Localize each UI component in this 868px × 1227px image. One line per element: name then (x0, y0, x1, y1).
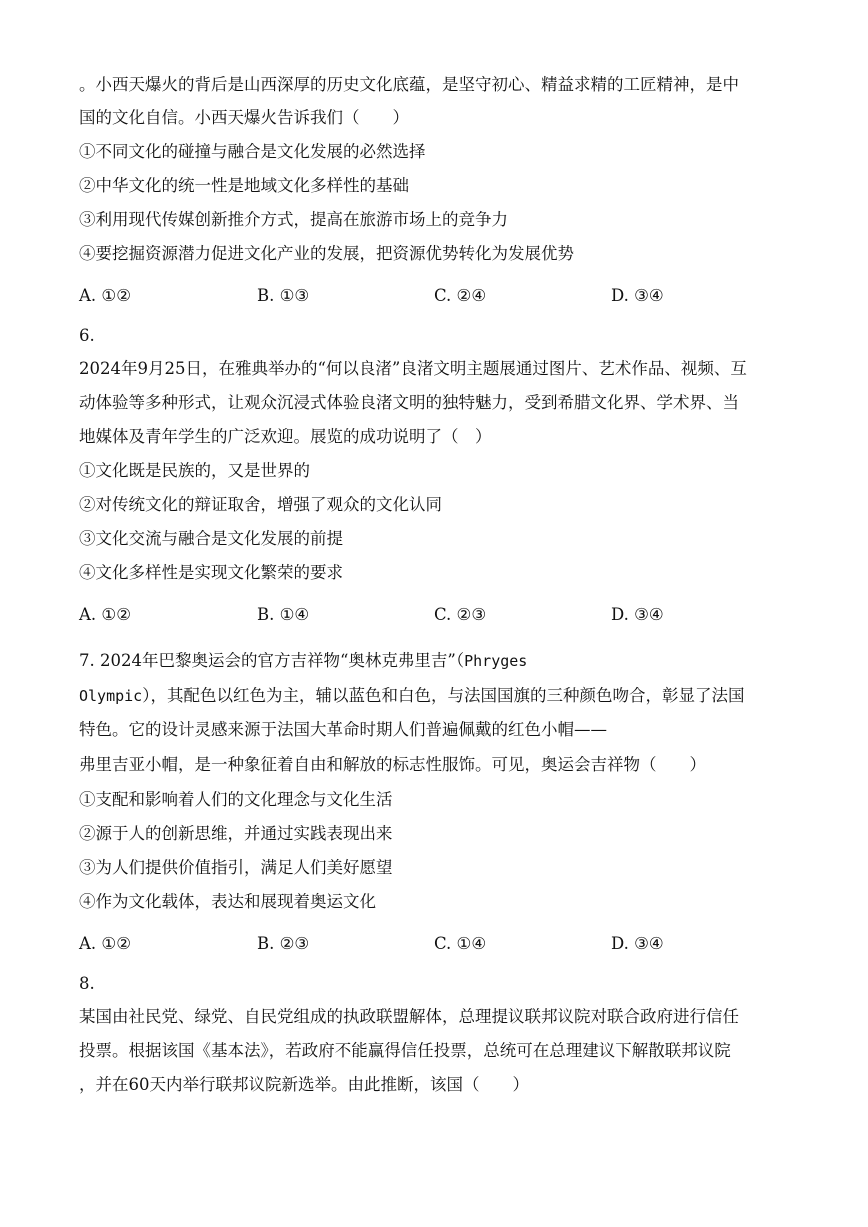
q5-option-d[interactable]: D. ③④ (611, 286, 664, 305)
q6-stem-line-3: 地媒体及青年学生的广泛欢迎。展览的成功说明了（ ） (79, 427, 492, 446)
q6-option-b[interactable]: B. ①④ (257, 605, 310, 624)
q5-statement-2: ②中华文化的统一性是地域文化多样性的基础 (79, 176, 409, 195)
q5-options (79, 285, 799, 307)
q5-option-a[interactable]: A. ①② (79, 286, 131, 305)
q8-stem-line-3: ，并在60天内举行联邦议院新选举。由此推断，该国（ ） (79, 1075, 529, 1094)
q7-statement-4: ④作为文化载体，表达和展现着奥运文化 (79, 892, 376, 911)
q6-statement-2: ②对传统文化的辩证取舍，增强了观众的文化认同 (79, 495, 442, 514)
q7-stem-line-2 (79, 685, 799, 707)
q7-stem-line-1-text: 7. 2024年巴黎奥运会的官方吉祥物“奥林克弗里吉”（ (79, 651, 465, 670)
q6-option-c[interactable]: C. ②③ (434, 605, 487, 624)
q5-option-c[interactable]: C. ②④ (434, 286, 487, 305)
q7-statement-1: ①支配和影响着人们的文化理念与文化生活 (79, 790, 393, 809)
q5-statement-4: ④要挖掘资源潜力促进文化产业的发展，把资源优势转化为发展优势 (79, 244, 574, 263)
q7-statement-2: ②源于人的创新思维，并通过实践表现出来 (79, 824, 393, 843)
q5-statement-3: ③利用现代传媒创新推介方式，提高在旅游市场上的竞争力 (79, 210, 508, 229)
q8-number: 8. (79, 974, 95, 993)
q7-stem-line-2-text: ），其配色以红色为主，辅以蓝色和白色，与法国国旗的三种颜色吻合，彰显了法国 (142, 686, 745, 705)
q5-stem-line-1: 。小西天爆火的背后是山西深厚的历史文化底蕴，是坚守初心、精益求精的工匠精神，是中 (79, 75, 739, 94)
q5-stem-line-2: 国的文化自信。小西天爆火告诉我们（ ） (79, 108, 409, 127)
q6-options (79, 604, 799, 626)
q7-stem-line-3: 特色。它的设计灵感来源于法国大革命时期人们普遍佩戴的红色小帽—— (79, 720, 607, 739)
q7-options (79, 933, 799, 955)
q7-mascot-name-en-2: Olympic (79, 687, 143, 705)
q7-mascot-name-en-1: Phryges (464, 652, 528, 670)
q7-stem-line-1 (79, 650, 799, 672)
q6-statement-3: ③文化交流与融合是文化发展的前提 (79, 529, 343, 548)
q8-stem-line-1: 某国由社民党、绿党、自民党组成的执政联盟解体，总理提议联邦议院对联合政府进行信任 (79, 1007, 739, 1026)
q6-number: 6. (79, 326, 95, 345)
q6-stem-line-1: 2024年9月25日，在雅典举办的“何以良渚”良渚文明主题展通过图片、艺术作品、视频、互 (79, 359, 747, 378)
q7-option-d[interactable]: D. ③④ (611, 934, 664, 953)
q6-stem-line-2: 动体验等多种形式，让观众沉浸式体验良渚文明的独特魅力，受到希腊文化界、学术界、当 (79, 393, 739, 412)
q7-option-a[interactable]: A. ①② (79, 934, 131, 953)
q7-stem-line-4: 弗里吉亚小帽，是一种象征着自由和解放的标志性服饰。可见，奥运会吉祥物（ ） (79, 755, 706, 774)
q8-stem-line-2: 投票。根据该国《基本法》，若政府不能赢得信任投票，总统可在总理建议下解散联邦议院 (79, 1041, 731, 1060)
q6-statement-4: ④文化多样性是实现文化繁荣的要求 (79, 563, 343, 582)
q6-statement-1: ①文化既是民族的，又是世界的 (79, 461, 310, 480)
q7-statement-3: ③为人们提供价值指引，满足人们美好愿望 (79, 858, 393, 877)
q7-option-b[interactable]: B. ②③ (257, 934, 310, 953)
q5-option-b[interactable]: B. ①③ (257, 286, 310, 305)
q6-option-d[interactable]: D. ③④ (611, 605, 664, 624)
q6-option-a[interactable]: A. ①② (79, 605, 131, 624)
q5-statement-1: ①不同文化的碰撞与融合是文化发展的必然选择 (79, 142, 426, 161)
q7-option-c[interactable]: C. ①④ (434, 934, 487, 953)
